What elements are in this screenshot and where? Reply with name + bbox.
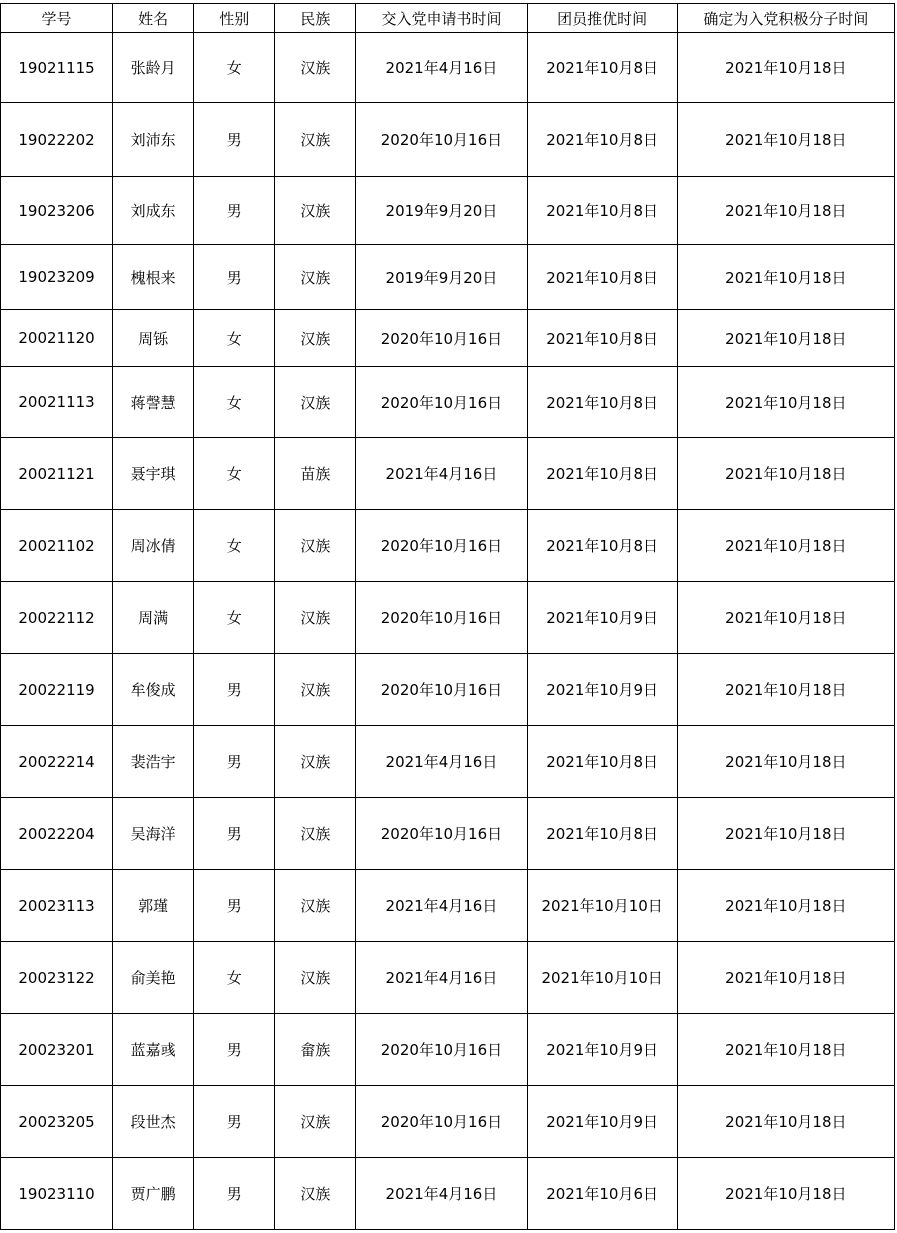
cell-application-date: 2020年10月16日 (356, 103, 527, 177)
cell-student-id: 20022204 (1, 798, 113, 870)
cell-recommendation-date: 2021年10月8日 (527, 310, 677, 367)
table-row (1, 177, 895, 245)
cell-ethnicity: 汉族 (275, 798, 356, 870)
cell-activist-date: 2021年10月18日 (677, 103, 894, 177)
cell-name: 聂宇琪 (113, 438, 194, 510)
cell-student-id: 19022202 (1, 103, 113, 177)
cell-activist-date: 2021年10月18日 (677, 870, 894, 942)
cell-application-date: 2020年10月16日 (356, 510, 527, 582)
cell-activist-date: 2021年10月18日 (677, 1014, 894, 1086)
cell-name: 周铄 (113, 310, 194, 367)
cell-ethnicity: 苗族 (275, 438, 356, 510)
cell-gender: 男 (194, 870, 275, 942)
cell-ethnicity: 汉族 (275, 726, 356, 798)
cell-name: 段世杰 (113, 1086, 194, 1158)
cell-recommendation-date: 2021年10月9日 (527, 1014, 677, 1086)
cell-recommendation-date: 2021年10月8日 (527, 245, 677, 310)
cell-gender: 男 (194, 177, 275, 245)
cell-name: 周满 (113, 582, 194, 654)
cell-activist-date: 2021年10月18日 (677, 438, 894, 510)
cell-application-date: 2020年10月16日 (356, 798, 527, 870)
table-row (1, 510, 895, 582)
cell-ethnicity: 汉族 (275, 654, 356, 726)
table-body (1, 33, 895, 1230)
cell-student-id: 20021113 (1, 367, 113, 438)
cell-student-id: 20021121 (1, 438, 113, 510)
cell-name: 俞美艳 (113, 942, 194, 1014)
cell-activist-date: 2021年10月18日 (677, 367, 894, 438)
header-gender: 性别 (194, 4, 275, 33)
table-header (1, 4, 895, 33)
cell-recommendation-date: 2021年10月10日 (527, 870, 677, 942)
cell-gender: 男 (194, 798, 275, 870)
header-name: 姓名 (113, 4, 194, 33)
cell-name: 周冰倩 (113, 510, 194, 582)
cell-student-id: 20022119 (1, 654, 113, 726)
cell-gender: 女 (194, 510, 275, 582)
table-row (1, 1086, 895, 1158)
cell-student-id: 19021115 (1, 33, 113, 103)
cell-student-id: 20023205 (1, 1086, 113, 1158)
cell-application-date: 2019年9月20日 (356, 245, 527, 310)
cell-activist-date: 2021年10月18日 (677, 942, 894, 1014)
cell-application-date: 2021年4月16日 (356, 438, 527, 510)
cell-application-date: 2019年9月20日 (356, 177, 527, 245)
cell-activist-date: 2021年10月18日 (677, 726, 894, 798)
cell-application-date: 2020年10月16日 (356, 367, 527, 438)
cell-recommendation-date: 2021年10月8日 (527, 438, 677, 510)
cell-recommendation-date: 2021年10月8日 (527, 177, 677, 245)
cell-name: 张龄月 (113, 33, 194, 103)
cell-gender: 男 (194, 654, 275, 726)
cell-application-date: 2021年4月16日 (356, 870, 527, 942)
cell-name: 贾广鹏 (113, 1158, 194, 1230)
cell-ethnicity: 汉族 (275, 367, 356, 438)
header-application-date: 交入党申请书时间 (356, 4, 527, 33)
table-row (1, 942, 895, 1014)
cell-recommendation-date: 2021年10月9日 (527, 1086, 677, 1158)
header-row (1, 4, 895, 33)
cell-ethnicity: 汉族 (275, 1158, 356, 1230)
cell-gender: 男 (194, 1086, 275, 1158)
cell-ethnicity: 汉族 (275, 245, 356, 310)
cell-activist-date: 2021年10月18日 (677, 582, 894, 654)
cell-recommendation-date: 2021年10月6日 (527, 1158, 677, 1230)
header-recommendation-date: 团员推优时间 (527, 4, 677, 33)
cell-recommendation-date: 2021年10月8日 (527, 798, 677, 870)
cell-name: 牟俊成 (113, 654, 194, 726)
header-student-id: 学号 (1, 4, 113, 33)
cell-ethnicity: 畲族 (275, 1014, 356, 1086)
table-row (1, 870, 895, 942)
cell-ethnicity: 汉族 (275, 942, 356, 1014)
table-row (1, 654, 895, 726)
cell-gender: 男 (194, 245, 275, 310)
cell-name: 刘成东 (113, 177, 194, 245)
table-row (1, 103, 895, 177)
cell-activist-date: 2021年10月18日 (677, 33, 894, 103)
cell-activist-date: 2021年10月18日 (677, 1158, 894, 1230)
cell-student-id: 20022214 (1, 726, 113, 798)
table-row (1, 33, 895, 103)
cell-application-date: 2021年4月16日 (356, 942, 527, 1014)
cell-activist-date: 2021年10月18日 (677, 510, 894, 582)
cell-gender: 男 (194, 103, 275, 177)
cell-gender: 男 (194, 726, 275, 798)
cell-recommendation-date: 2021年10月9日 (527, 654, 677, 726)
cell-student-id: 19023209 (1, 245, 113, 310)
cell-activist-date: 2021年10月18日 (677, 177, 894, 245)
cell-application-date: 2021年4月16日 (356, 726, 527, 798)
cell-gender: 女 (194, 942, 275, 1014)
cell-name: 蒋謦慧 (113, 367, 194, 438)
cell-activist-date: 2021年10月18日 (677, 245, 894, 310)
cell-student-id: 19023206 (1, 177, 113, 245)
cell-name: 槐根来 (113, 245, 194, 310)
table-row (1, 367, 895, 438)
cell-recommendation-date: 2021年10月8日 (527, 510, 677, 582)
cell-application-date: 2020年10月16日 (356, 310, 527, 367)
cell-ethnicity: 汉族 (275, 103, 356, 177)
cell-recommendation-date: 2021年10月9日 (527, 582, 677, 654)
table-row (1, 310, 895, 367)
cell-application-date: 2021年4月16日 (356, 33, 527, 103)
table-row (1, 1158, 895, 1230)
cell-gender: 女 (194, 582, 275, 654)
cell-ethnicity: 汉族 (275, 510, 356, 582)
cell-student-id: 20022112 (1, 582, 113, 654)
cell-activist-date: 2021年10月18日 (677, 654, 894, 726)
table-row (1, 245, 895, 310)
cell-activist-date: 2021年10月18日 (677, 1086, 894, 1158)
cell-ethnicity: 汉族 (275, 870, 356, 942)
cell-name: 吴海洋 (113, 798, 194, 870)
cell-recommendation-date: 2021年10月8日 (527, 33, 677, 103)
table-row (1, 1014, 895, 1086)
cell-activist-date: 2021年10月18日 (677, 310, 894, 367)
cell-recommendation-date: 2021年10月8日 (527, 726, 677, 798)
cell-gender: 女 (194, 438, 275, 510)
cell-name: 蓝嘉彧 (113, 1014, 194, 1086)
cell-gender: 女 (194, 310, 275, 367)
table-row (1, 582, 895, 654)
cell-application-date: 2020年10月16日 (356, 582, 527, 654)
cell-ethnicity: 汉族 (275, 1086, 356, 1158)
table-row (1, 438, 895, 510)
header-activist-date: 确定为入党积极分子时间 (677, 4, 894, 33)
cell-name: 裴浩宇 (113, 726, 194, 798)
table-row (1, 798, 895, 870)
cell-gender: 男 (194, 1158, 275, 1230)
header-ethnicity: 民族 (275, 4, 356, 33)
cell-gender: 女 (194, 367, 275, 438)
cell-ethnicity: 汉族 (275, 177, 356, 245)
cell-student-id: 20023201 (1, 1014, 113, 1086)
cell-student-id: 20021102 (1, 510, 113, 582)
cell-student-id: 19023110 (1, 1158, 113, 1230)
roster-table (0, 3, 895, 1230)
table-row (1, 726, 895, 798)
cell-name: 郭瑾 (113, 870, 194, 942)
cell-activist-date: 2021年10月18日 (677, 798, 894, 870)
cell-ethnicity: 汉族 (275, 33, 356, 103)
cell-application-date: 2021年4月16日 (356, 1158, 527, 1230)
cell-application-date: 2020年10月16日 (356, 654, 527, 726)
cell-gender: 女 (194, 33, 275, 103)
cell-application-date: 2020年10月16日 (356, 1086, 527, 1158)
cell-name: 刘沛东 (113, 103, 194, 177)
cell-recommendation-date: 2021年10月8日 (527, 103, 677, 177)
cell-student-id: 20021120 (1, 310, 113, 367)
cell-student-id: 20023113 (1, 870, 113, 942)
cell-recommendation-date: 2021年10月10日 (527, 942, 677, 1014)
cell-ethnicity: 汉族 (275, 582, 356, 654)
cell-student-id: 20023122 (1, 942, 113, 1014)
cell-application-date: 2020年10月16日 (356, 1014, 527, 1086)
cell-ethnicity: 汉族 (275, 310, 356, 367)
cell-recommendation-date: 2021年10月8日 (527, 367, 677, 438)
cell-gender: 男 (194, 1014, 275, 1086)
